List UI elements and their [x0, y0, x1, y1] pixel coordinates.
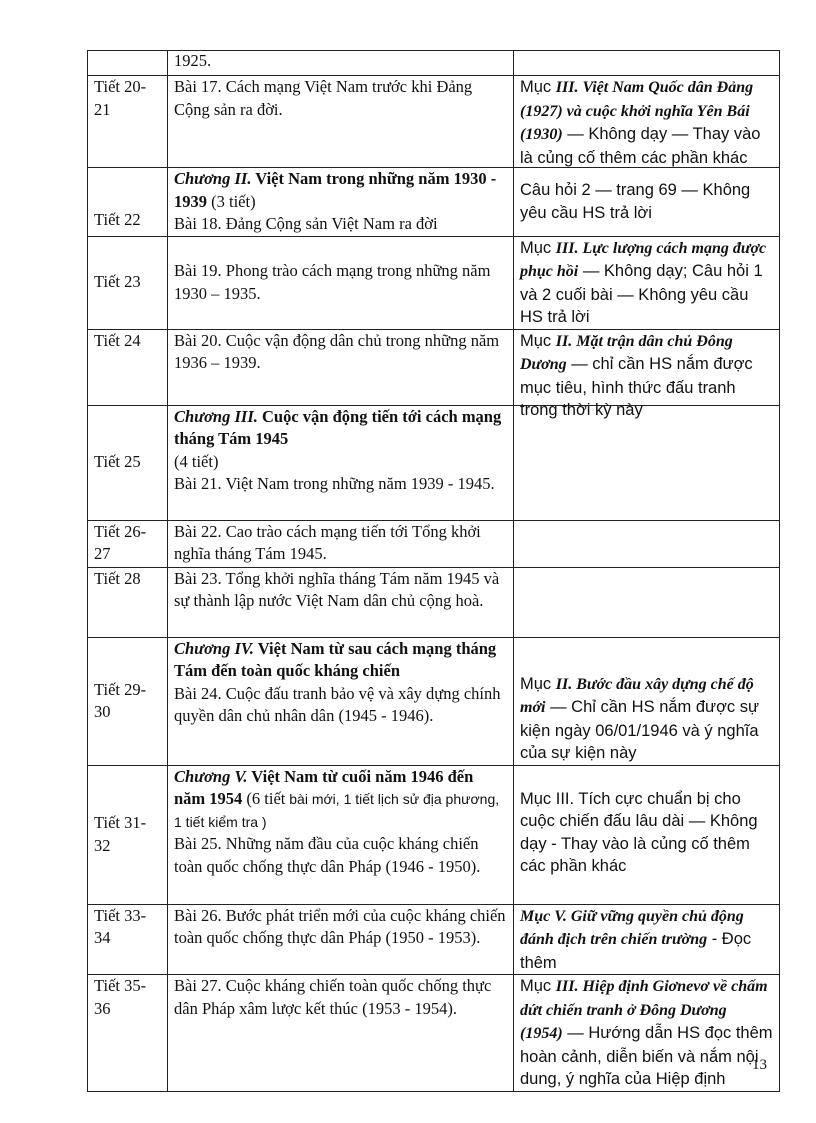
chapter-title: Việt Nam từ cuối năm 1946 đến năm 1954 [174, 766, 474, 808]
table-row [88, 76, 780, 168]
table-row [88, 405, 780, 520]
note-label: Mục [520, 977, 556, 995]
table-row [88, 637, 780, 765]
period-cell: Tiết 25 [88, 405, 168, 520]
note-cell [514, 520, 780, 567]
note-text: — Không dạy — Thay vào là củng cố thêm các phần khác [520, 125, 761, 167]
note-cell [514, 236, 780, 329]
period-cell: Tiết 31-32 [88, 765, 168, 904]
table-row [88, 904, 780, 975]
period-cell: Tiết 24 [88, 329, 168, 405]
content-cell [168, 76, 514, 168]
period-cell: Tiết 33-34 [88, 904, 168, 975]
note-cell [514, 975, 780, 1092]
content-cell [168, 567, 514, 637]
table-row [88, 329, 780, 405]
table-row [88, 567, 780, 637]
content-cell [168, 51, 514, 76]
content-line: Bài 22. Cao trào cách mạng tiến tới Tổng khởi nghĩa tháng Tám 1945. [174, 521, 481, 563]
note-label: Mục [520, 78, 556, 96]
period-cell: Tiết 29-30 [88, 637, 168, 765]
note-cell [514, 567, 780, 637]
table-row [88, 975, 780, 1092]
content-cell [168, 329, 514, 405]
table-row [88, 51, 780, 76]
note-cell [514, 51, 780, 76]
note-cell [514, 168, 780, 237]
note-cell [514, 329, 780, 419]
content-line: Bài 21. Việt Nam trong những năm 1939 - 1945. [174, 474, 495, 493]
note-heading: III. Hiệp định Giơnevơ về chấm dứt chiến tranh ở Đông Dương (1954) [520, 978, 768, 1042]
content-cell [168, 904, 514, 975]
content-line: Bài 27. Cuộc kháng chiến toàn quốc chống thực dân Pháp xâm lược kết thúc (1953 - 1954). [174, 976, 492, 1018]
period-cell: Tiết 26-27 [88, 520, 168, 567]
note-text: Câu hỏi 2 — trang 69 — Không yêu cầu HS trả lời [520, 181, 751, 222]
note-heading: III. Lực lượng cách mạng được phục hồi [520, 239, 767, 280]
period-cell: Tiết 20-21 [88, 76, 168, 168]
content-line: Bài 20. Cuộc vận động dân chủ trong những năm 1936 – 1939. [174, 330, 500, 372]
period-cell: Tiết 28 [88, 567, 168, 637]
chapter-title: Việt Nam trong những năm 1930 - 1939 [174, 169, 497, 211]
content-cell [168, 520, 514, 567]
content-line: 1925. [174, 51, 212, 70]
chapter-small: bài mới, 1 tiết lịch sử địa phương, 1 tiết kiểm tra ) [174, 791, 500, 830]
period-cell: Tiết 35-36 [88, 975, 168, 1092]
chapter-label: Chương II. [174, 169, 252, 188]
content-cell [168, 236, 514, 329]
chapter-extra: (3 tiết) [207, 191, 256, 211]
note-cell [514, 765, 780, 904]
period-cell [88, 51, 168, 76]
chapter-extra: (6 tiết [242, 789, 286, 808]
note-cell [514, 904, 780, 975]
period-cell: Tiết 23 [88, 236, 168, 329]
lesson-plan-table [87, 50, 780, 1092]
content-cell [168, 637, 514, 765]
table-row [88, 520, 780, 567]
table-row [88, 236, 780, 329]
content-line: Bài 26. Bước phát triển mới của cuộc kháng chiến toàn quốc chống thực dân Pháp (1950 - 1953). [174, 905, 506, 947]
note-cell [514, 76, 780, 168]
chapter-title: Việt Nam từ sau cách mạng tháng Tám đến toàn quốc kháng chiến [174, 638, 497, 680]
note-heading: III. Việt Nam Quốc dân Đảng (1927) và cuộc khởi nghĩa Yên Bái (1930) [520, 79, 754, 143]
table-row [88, 765, 780, 904]
content-cell [168, 405, 514, 520]
note-text: — Không dạy; Câu hỏi 1 và 2 cuối bài — Không yêu cầu HS trả lời [520, 262, 763, 326]
content-line: Bài 25. Những năm đầu của cuộc kháng chiến toàn quốc chống thực dân Pháp (1946 - 1950). [174, 834, 481, 876]
note-cell [514, 405, 780, 520]
note-label: Mục [520, 238, 556, 257]
note-text: — Hướng dẫn HS đọc thêm hoàn cảnh, diễn biến và nắm nội dung, ý nghĩa của Hiệp định [520, 1024, 773, 1088]
content-line: Bài 23. Tổng khởi nghĩa tháng Tám năm 1945 và sự thành lập nước Việt Nam dân chủ cộng hoà. [174, 568, 500, 610]
content-cell [168, 168, 514, 237]
content-line: Bài 19. Phong trào cách mạng trong những năm 1930 – 1935. [174, 261, 491, 303]
content-line: Bài 24. Cuộc đấu tranh bảo vệ và xây dựng chính quyền dân chủ nhân dân (1945 - 1946). [174, 683, 501, 725]
chapter-label: Chương V. [174, 766, 248, 786]
chapter-label: Chương IV. [174, 638, 254, 658]
content-line: Bài 17. Cách mạng Việt Nam trước khi Đảng Cộng sản ra đời. [174, 77, 473, 119]
note-cell [514, 637, 780, 765]
note-text: - Đọc thêm [520, 930, 752, 972]
table-row [88, 168, 780, 237]
content-cell [168, 975, 514, 1092]
content-cell [168, 765, 514, 904]
note-text: — chỉ cần HS nắm được mục tiêu, hình thức đấu tranh trong thời kỳ này [520, 355, 753, 419]
note-label: Mục [520, 331, 556, 350]
note-heading: II. Bước đầu xây dựng chế độ mới [520, 675, 754, 716]
chapter-label: Chương III. [174, 406, 258, 426]
note-heading: Mục V. Giữ vững quyền chủ động đánh địch trên chiến trường [520, 907, 744, 948]
note-heading: II. Mặt trận dân chủ Đông Dương [520, 332, 733, 373]
chapter-title: Cuộc vận động tiến tới cách mạng tháng Tám 1945 [174, 406, 502, 448]
note-label: Mục [520, 674, 556, 693]
content-line: (4 tiết) [174, 451, 219, 471]
page-number: 13 [752, 1057, 767, 1073]
period-cell: Tiết 22 [88, 168, 168, 237]
note-text: Mục III. Tích cực chuẩn bị cho cuộc chiến đấu lâu dài — Không dạy - Thay vào là củng cố thêm các phần khác [520, 789, 758, 875]
content-line: Bài 18. Đảng Cộng sản Việt Nam ra đời [174, 214, 438, 233]
note-text: — Chỉ cần HS nắm được sự kiện ngày 06/01/1946 và ý nghĩa của sự kiện này [520, 698, 760, 762]
